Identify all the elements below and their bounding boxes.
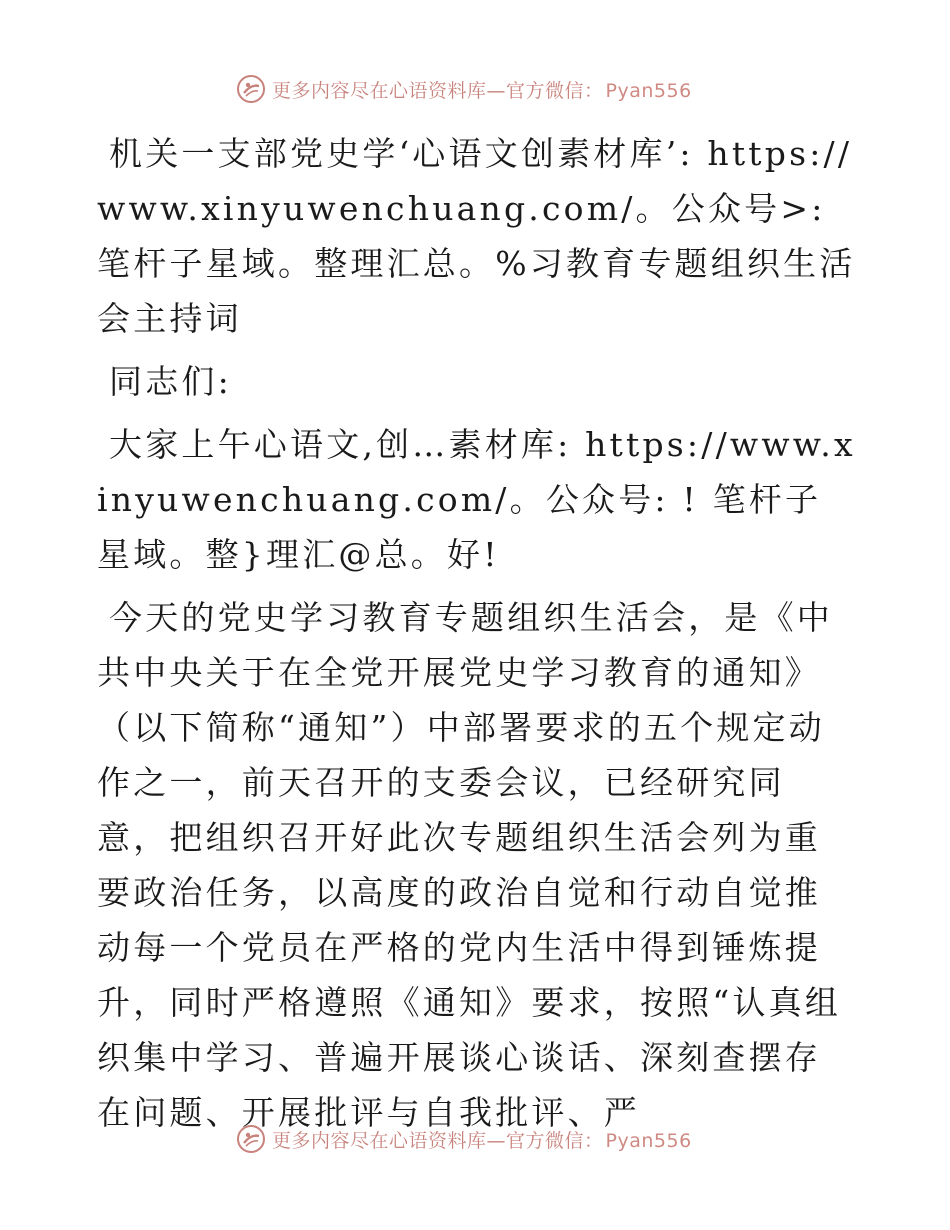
book-logo-icon	[236, 74, 266, 104]
paragraph-header: 机关一支部党史学‘心语文创素材库’: https://www.xinyuwenchuang.com/。公众号>: 笔杆子星域。整理汇总。%习教育专题组织生活会主持词	[97, 134, 856, 338]
document-body	[97, 126, 857, 1140]
watermark-header	[236, 72, 692, 106]
watermark-wechat-id: Pyan556	[605, 79, 692, 102]
paragraph-greeting: 大家上午心语文,创…素材库: https://www.xinyuwenchuang.com/。公众号: ! 笔杆子星域。整}理汇@总。好!	[97, 425, 856, 574]
watermark-text: 更多内容尽在心语资料库—官方微信： Pyan556	[272, 79, 692, 102]
book-logo-icon	[236, 1124, 266, 1154]
watermark-wechat-id: Pyan556	[605, 1129, 692, 1152]
paragraph-salutation: 同志们:	[109, 362, 232, 401]
watermark-footer	[236, 1122, 692, 1156]
watermark-text: 更多内容尽在心语资料库—官方微信： Pyan556	[272, 1129, 692, 1152]
paragraph-body: 今天的党史学习教育专题组织生活会，是《中共中央关于在全党开展党史学习教育的通知》（以下简称“通知”）中部署要求的五个规定动作之一，前天召开的支委会议，已经研究同意，把组织召开好此次专题组织生活会列为重要政治任务，以高度的政治自觉和行动自觉推动每一个党员在严格的党内生活中得到锤炼提升，同时严格遵照《通知》要求，按照“认真组织集中学习、普遍开展谈心谈话、深刻查摆存在问题、开展批评与自我批评、严	[97, 598, 842, 1132]
